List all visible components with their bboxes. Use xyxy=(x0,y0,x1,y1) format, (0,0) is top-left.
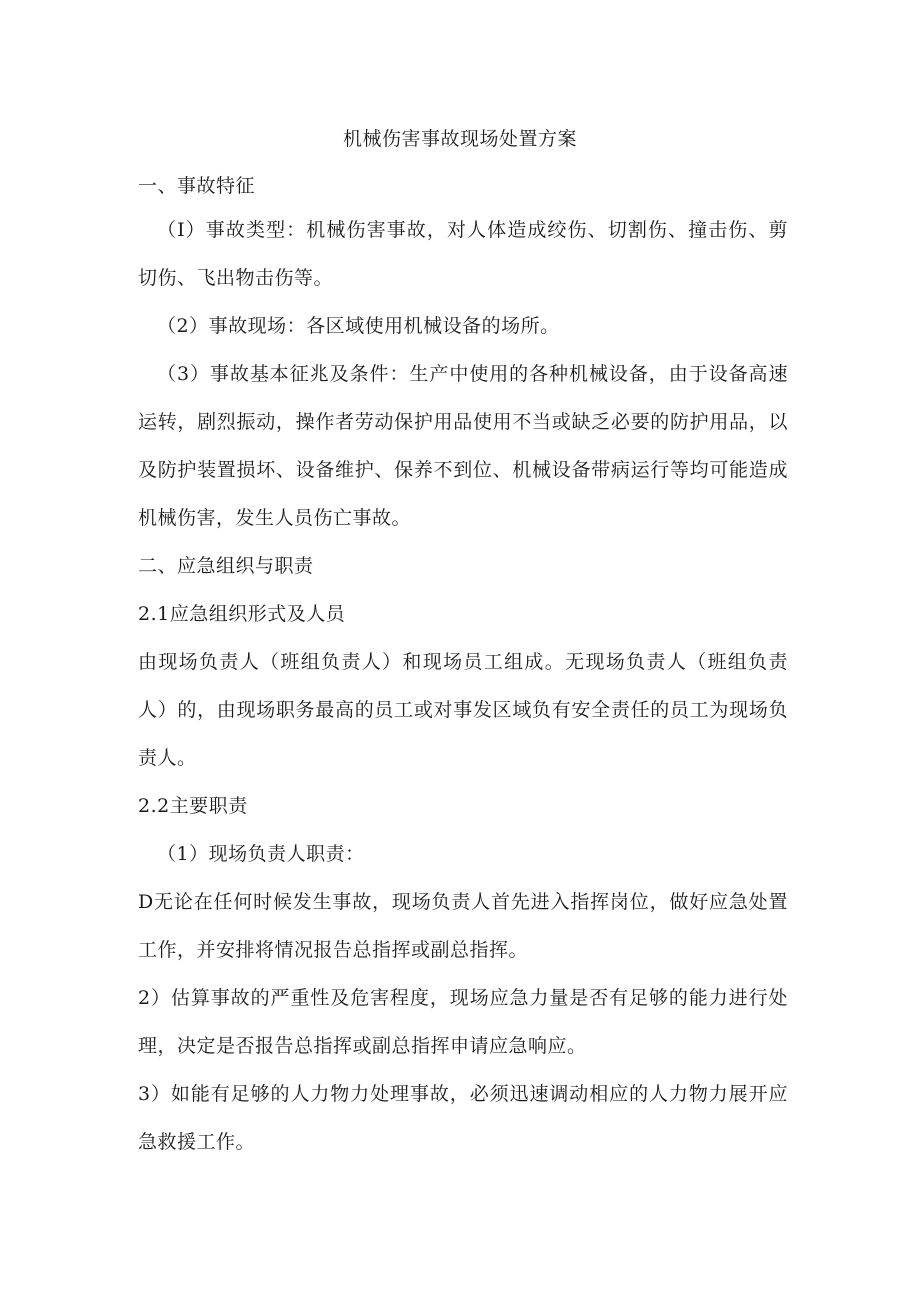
list-item-duty-2: 2）估算事故的严重性及危害程度，现场应急力量是否有足够的能力进行处理，决定是否报告总指挥或副总指挥申请应急响应。 xyxy=(138,987,788,1057)
paragraph-accident-type: （I）事故类型：机械伤害事故，对人体造成绞伤、切割伤、撞击伤、剪切伤、飞出物击伤等。 xyxy=(138,219,788,289)
paragraph-site-leader-duties: （1）现场负责人职责： xyxy=(157,843,365,865)
document-title: 机械伤害事故现场处置方案 xyxy=(342,128,577,150)
subsection-heading-main-duties: 2.2主要职责 xyxy=(138,795,248,817)
section-heading-emergency-organization: 二、应急组织与职责 xyxy=(138,555,314,577)
section-heading-accident-features: 一、事故特征 xyxy=(138,175,256,197)
list-item-duty-1: D无论在任何时候发生事故，现场负责人首先进入指挥岗位，做好应急处置工作，并安排将情况报告总指挥或副总指挥。 xyxy=(138,891,788,961)
list-item-duty-3: 3）如能有足够的人力物力处理事故，必须迅速调动相应的人力物力展开应急救援工作。 xyxy=(138,1083,788,1153)
paragraph-accident-site: （2）事故现场：各区域使用机械设备的场所。 xyxy=(157,315,560,337)
paragraph-organization-members: 由现场负责人（班组负责人）和现场员工组成。无现场负责人（班组负责人）的，由现场职务最高的员工或对事发区域负有安全责任的员工为现场负责人。 xyxy=(138,651,788,769)
subsection-heading-organization-form: 2.1应急组织形式及人员 xyxy=(138,603,346,625)
paragraph-accident-signs: （3）事故基本征兆及条件：生产中使用的各种机械设备，由于设备高速运转，剧烈振动，操作者劳动保护用品使用不当或缺乏必要的防护用品，以及防护装置损坏、设备维护、保养不到位、机械设备带病运行等均可能造成机械伤害，发生人员伤亡事故。 xyxy=(138,363,788,529)
